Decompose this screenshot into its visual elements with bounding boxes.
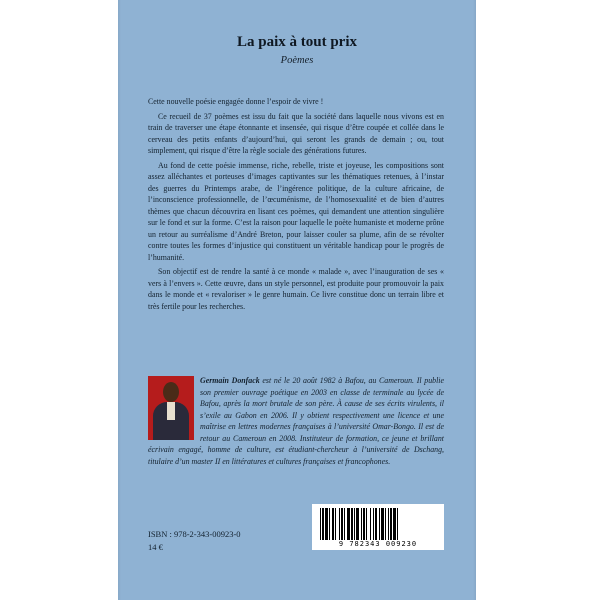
blurb-paragraph: Cette nouvelle poésie engagée donne l’espoir de vivre ! — [148, 97, 324, 106]
isbn-price — [148, 528, 241, 554]
author-bio-text: est né le 20 août 1982 à Bafou, au Cameroun. Il publie son premier ouvrage poétique en 2003 en classe de terminale au lycée de Bafou, après la mort brutale de son père. À cause de ses écrits virulents, il s’exile au Gabon en 2006. Il y obtient respectivement une licence et une maîtrise en lettres modernes françaises à l’université Omar-Bongo. Il est de retour au Cameroun en 2008. Instituteur de formation, ce jeune et brillant écrivain engagé, homme de culture, est étudiant-chercheur à l’université de Dschang, titulaire d’un master II en littératures et cultures françaises et francophones. — [148, 376, 444, 466]
blurb — [148, 96, 444, 315]
author-photo — [148, 376, 194, 440]
book-back-cover — [118, 0, 476, 600]
barcode-icon — [318, 508, 438, 540]
blurb-paragraph: Son objectif est de rendre la santé à ce monde « malade », avec l’inauguration de ses « vers à l’envers ». Cette œuvre, dans un style personnel, est produite pour promouvoir la paix dans le monde et « revaloriser » le genre humain. Ce livre constitue donc un terrain libre et très fertile pour les recherches. — [148, 267, 444, 311]
author-name: Germain Donfack — [200, 376, 260, 385]
isbn: ISBN : 978-2-343-00923-0 — [148, 529, 241, 539]
barcode — [312, 504, 444, 550]
book-title: La paix à tout prix — [236, 34, 357, 50]
blurb-paragraph: Ce recueil de 37 poèmes est issu du fait que la société dans laquelle nous vivons est en train de traverser une étape étonnante et insensée, qui risque d’être coupée et collée dans le cerveau des petits enfants d’aujourd’hui, qui seront les grands de demain ; ou, tout simplement, qui risque d’être la règle sociale des générations futures. — [148, 111, 444, 155]
price: 14 € — [148, 542, 163, 552]
blurb-paragraph: Au fond de cette poésie immense, riche, rebelle, triste et joyeuse, les compositions sont assez alléchantes et porteuses d’images captivantes sur les thématiques retenues, à l’instar des guerres du Printemps arabe, de l’ingérence politique, de la culture africaine, de l’inconscience professionnelle, de l’œcuménisme, de l’homosexualité et de bien d’autres thèmes que chacun découvrira en lisant ces poèmes, qui demandent une attention singulière sur le fond et sur la forme. C’est la raison pour laquelle le poète humaniste et moderne prône un retour au surréalisme d’André Breton, pour laisser couler sa plume, afin de se révolter contre toutes les formes d’injustice qui constituent un véritable handicap pour le progrès de l’humanité. — [148, 160, 444, 262]
barcode-number: 9 782343 009230 — [338, 540, 418, 548]
author-section — [148, 375, 444, 467]
book-subtitle: Poèmes — [280, 55, 314, 66]
